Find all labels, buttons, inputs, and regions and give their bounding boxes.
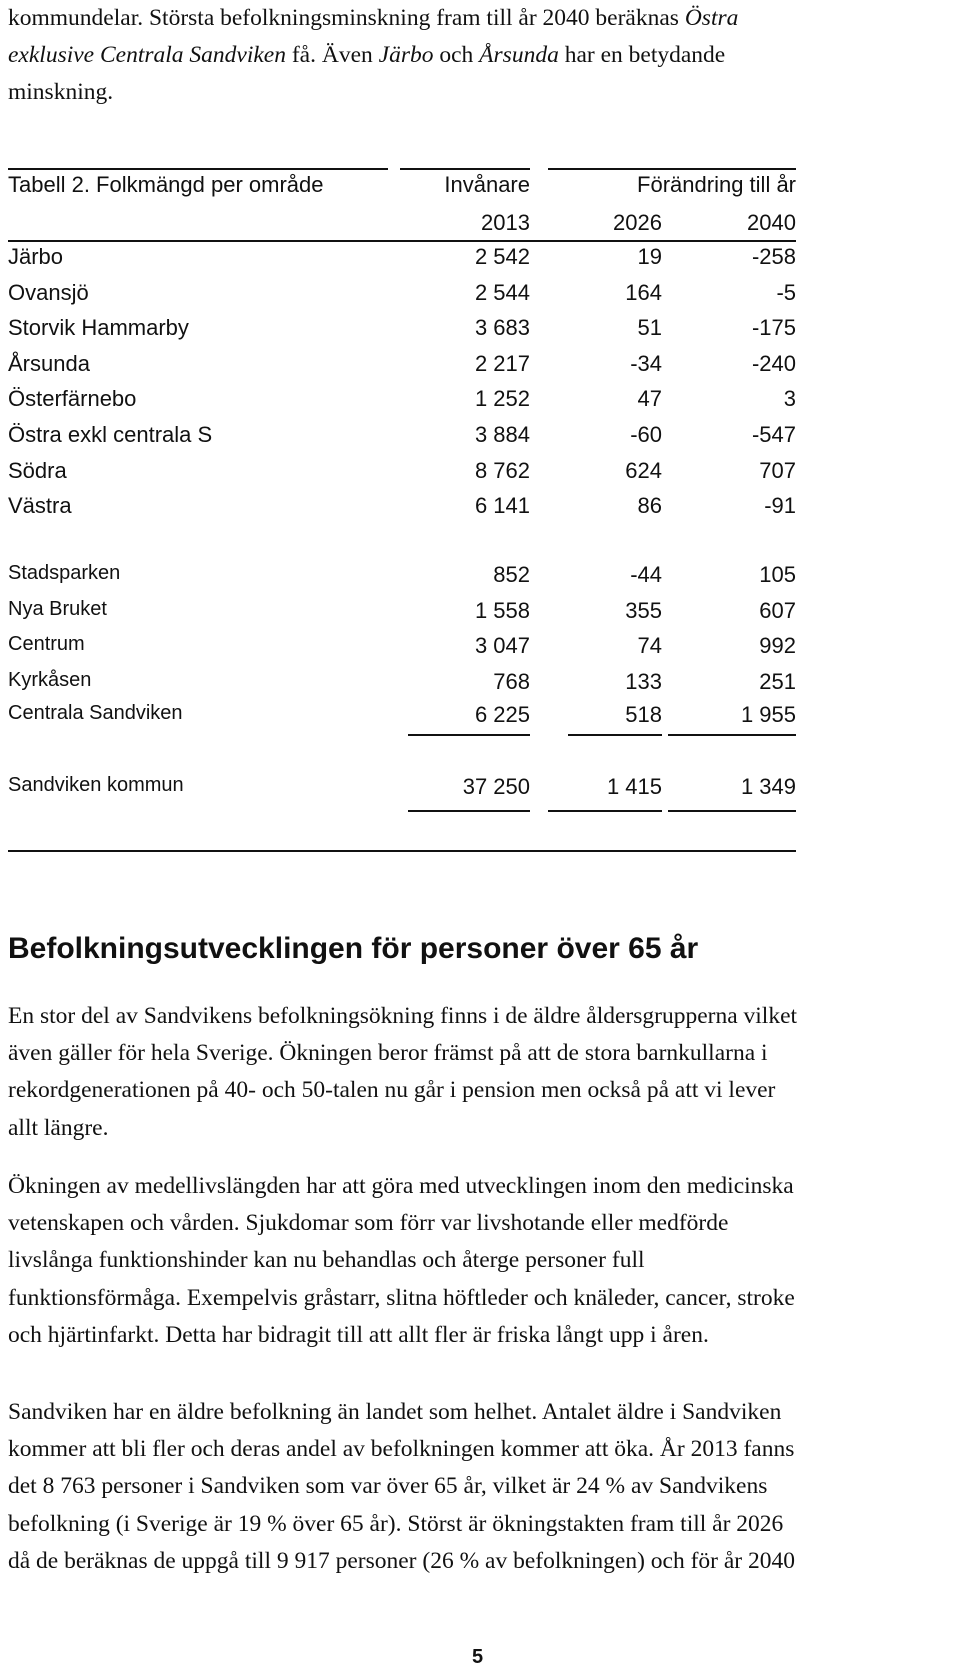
cell-inhabitants: 8 762 <box>474 457 530 483</box>
cell-inhabitants: 3 683 <box>474 315 530 341</box>
paragraph-line: och hjärtinfarkt. Detta har bidragit till att allt fler är friska långt upp i åren. <box>8 1321 709 1348</box>
cell-change-2026: 47 <box>637 386 662 412</box>
table-caption: Tabell 2. Folkmängd per område <box>8 172 324 197</box>
paragraph-line: befolkning (i Sverige är 19 % över 65 år). Störst är ökningstakten fram till år 2026 <box>8 1510 784 1537</box>
cell-inhabitants: 1 558 <box>474 597 530 623</box>
subtotal-rule <box>568 734 662 736</box>
cell-change-2040: -240 <box>751 350 796 376</box>
cell-inhabitants: 768 <box>493 668 530 694</box>
cell-change-2040: -547 <box>751 422 796 447</box>
cell-inhabitants: 3 047 <box>474 633 530 659</box>
row-label: Österfärnebo <box>8 386 137 412</box>
cell-change-2040: 3 <box>783 386 796 412</box>
text-run-italic: Järbo <box>378 42 434 68</box>
cell-inhabitants: 6 141 <box>474 493 530 519</box>
paragraph-line: funktionsförmåga. Exempelvis gråstarr, slitna höftleder och knäleder, cancer, stroke <box>8 1284 795 1311</box>
cell-change-2026: -60 <box>630 422 662 447</box>
cell-change-2026: 74 <box>637 633 662 659</box>
cell-change-2026: -34 <box>630 350 662 376</box>
row-label: Stadsparken <box>8 562 121 584</box>
cell-inhabitants: 2 217 <box>474 350 530 376</box>
row-label: Sandviken kommun <box>8 774 184 796</box>
text-run: få. Även <box>285 42 379 68</box>
total-rule <box>548 810 662 812</box>
cell-inhabitants: 6 225 <box>474 702 530 727</box>
text-run-italic: Årsunda <box>479 42 559 68</box>
row-label: Nya Bruket <box>8 597 107 620</box>
cell-inhabitants: 37 250 <box>462 774 530 799</box>
row-label: Kyrkåsen <box>8 668 92 691</box>
paragraph-line: det 8 763 personer i Sandviken som var över 65 år, vilket är 24 % av Sandvikens <box>8 1473 768 1500</box>
paragraph-line: livslånga funktionshinder kan nu behandlas och återge personer full <box>8 1247 645 1274</box>
cell-change-2026: 51 <box>637 315 662 341</box>
paragraph-line: En stor del av Sandvikens befolkningsökning finns i de äldre åldersgrupperna vilket <box>8 1003 798 1029</box>
cell-inhabitants: 1 252 <box>474 386 530 412</box>
paragraph-3 <box>8 1394 956 1580</box>
year-2013: 2013 <box>481 210 530 235</box>
paragraph-line: vetenskapen och vården. Sjukdomar som förr var livshotande eller medförde <box>8 1210 729 1237</box>
text-run-italic: Östra <box>684 5 739 31</box>
cell-inhabitants: 2 542 <box>474 244 530 269</box>
table-header-rule <box>8 240 796 242</box>
cell-change-2040: 607 <box>759 597 796 623</box>
paragraph-line: Sandviken har en äldre befolkning än landet som helhet. Antalet äldre i Sandviken <box>8 1399 782 1425</box>
cell-change-2040: -5 <box>776 279 796 305</box>
row-label: Södra <box>8 457 67 483</box>
subtotal-rule <box>668 734 796 736</box>
row-label: Storvik Hammarby <box>8 315 189 341</box>
text-run: har en betydande <box>558 42 726 68</box>
cell-change-2040: -175 <box>751 315 796 341</box>
intro-line <box>8 0 948 37</box>
paragraph-line: allt längre. <box>8 1114 109 1141</box>
row-label: Järbo <box>8 244 64 269</box>
cell-change-2026: 1 415 <box>606 774 662 799</box>
cell-change-2040: 105 <box>759 562 796 587</box>
paragraph-line: rekordgenerationen på 40- och 50-talen nu går i pension men också på att vi lever <box>8 1077 776 1104</box>
total-rule <box>668 810 796 812</box>
cell-change-2040: 992 <box>759 633 796 659</box>
cell-change-2040: 1 955 <box>740 702 796 727</box>
col-header-inhabitants: Invånare <box>444 172 530 197</box>
table-top-rule <box>548 168 796 170</box>
table-top-rule <box>8 168 388 170</box>
intro-line <box>8 37 948 74</box>
cell-inhabitants: 852 <box>493 562 530 587</box>
text-run: kommundelar. Största befolkningsminskning fram till år 2040 beräknas <box>8 5 685 31</box>
page-number: 5 <box>472 1646 484 1668</box>
section-heading: Befolkningsutvecklingen för personer över 65 år <box>8 932 699 965</box>
cell-change-2026: 19 <box>637 244 662 269</box>
total-rule <box>408 810 530 812</box>
year-2040: 2040 <box>747 210 796 235</box>
cell-change-2026: 624 <box>625 457 662 483</box>
cell-change-2040: 707 <box>759 457 796 483</box>
cell-change-2026: 164 <box>625 279 662 305</box>
table-bottom-rule <box>8 850 796 852</box>
paragraph-2 <box>8 1168 956 1354</box>
cell-change-2026: 518 <box>625 702 662 727</box>
cell-inhabitants: 3 884 <box>474 422 530 447</box>
intro-text <box>8 0 948 111</box>
paragraph-line: då de beräknas de uppgå till 9 917 personer (26 % av befolkningen) och för år 2040 <box>8 1547 795 1574</box>
row-label: Ovansjö <box>8 279 89 305</box>
paragraph-line: kommer att bli fler och deras andel av befolkningen kommer att öka. År 2013 fanns <box>8 1436 795 1463</box>
row-label: Centrum <box>8 633 85 656</box>
cell-inhabitants: 2 544 <box>474 279 530 305</box>
cell-change-2026: -44 <box>630 562 662 587</box>
subtotal-rule <box>408 734 530 736</box>
row-label: Centrala Sandviken <box>8 702 183 724</box>
cell-change-2026: 355 <box>625 597 662 623</box>
cell-change-2040: 251 <box>759 668 796 694</box>
row-label: Årsunda <box>8 350 90 376</box>
cell-change-2040: -258 <box>751 244 796 269</box>
paragraph-line: Ökningen av medellivslängden har att göra med utvecklingen inom den medicinska <box>8 1173 794 1199</box>
text-run: och <box>433 42 480 68</box>
cell-change-2040: -91 <box>764 493 796 519</box>
year-2026: 2026 <box>613 210 662 235</box>
cell-change-2026: 86 <box>637 493 662 519</box>
text-run-italic: exklusive Centrala Sandviken <box>8 42 286 68</box>
paragraph-line: även gäller för hela Sverige. Ökningen beror främst på att de stora barnkullarna i <box>8 1040 768 1067</box>
table-top-rule <box>400 168 530 170</box>
paragraph-1 <box>8 998 956 1147</box>
col-header-change: Förändring till år <box>637 172 796 197</box>
row-label: Västra <box>8 493 72 519</box>
intro-line: minskning. <box>8 79 114 105</box>
row-label: Östra exkl centrala S <box>8 422 213 447</box>
cell-change-2040: 1 349 <box>740 774 796 799</box>
cell-change-2026: 133 <box>625 668 662 694</box>
